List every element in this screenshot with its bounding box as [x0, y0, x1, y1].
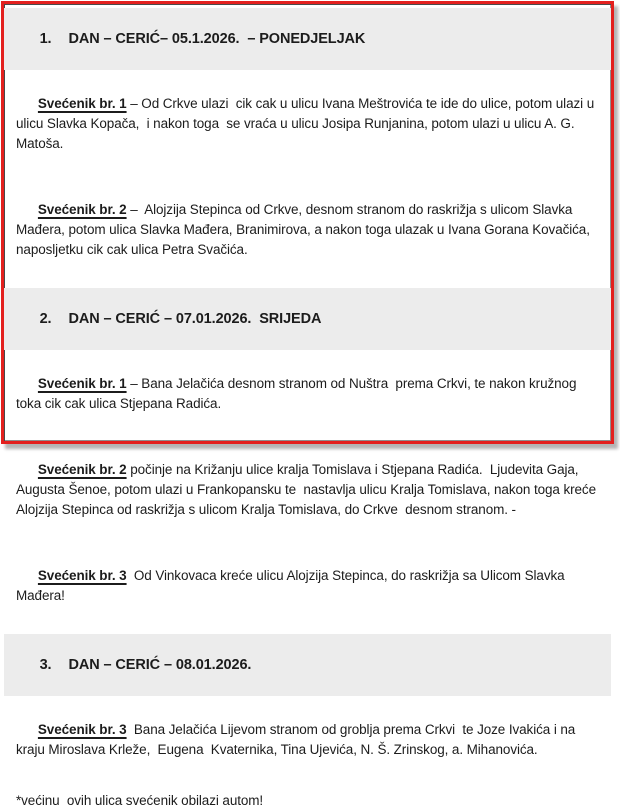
section-2-number: 2.	[39, 311, 52, 327]
priest-2-label: Svećenik br. 2	[37, 202, 127, 217]
document-page	[1, 1, 614, 808]
footnote: *većinu ovih ulica svećenik obilazi autom!	[16, 793, 264, 808]
section-2-paragraph-1	[4, 354, 611, 434]
priest-2-label: Svećenik br. 2	[37, 462, 127, 477]
section-1-number: 1.	[39, 31, 52, 47]
section-3-paragraph-1	[4, 700, 611, 780]
priest-2-route-text: počinje na Križanju ulice kralja Tomislava i Stjepana Radića. Ljudevita Gaja, Augusta Šenoe, potom ulazi u Frankopansku te nastavlja ulicu Kralja Tomislava, nakon toga kreće Alojzija Stepinca od raskrižja s ulicom Kralja Tomislava, do Crkve desnom stranom. -	[16, 462, 599, 517]
section-2-title: DAN – CERIĆ – 07.01.2026. SRIJEDA	[68, 311, 322, 327]
priest-3-label: Svećenik br. 3	[37, 568, 127, 583]
section-1-paragraph-1	[4, 74, 611, 174]
section-1-title: DAN – CERIĆ– 05.1.2026. – PONEDJELJAK	[68, 31, 366, 47]
priest-1-label: Svećenik br. 1	[37, 96, 127, 111]
priest-3-label: Svećenik br. 3	[37, 722, 127, 737]
section-2-paragraph-3	[4, 546, 611, 626]
section-3-number: 3.	[39, 657, 52, 673]
priest-3-route-text: Od Vinkovaca kreće ulicu Alojzija Stepinca, do raskrižja sa Ulicom Slavka Mađera!	[16, 568, 569, 603]
priest-3-route-text: Bana Jelačića Lijevom stranom od groblja prema Crkvi te Joze Ivakića i na kraju Miroslava Krleže, Eugena Kvaternika, Tina Ujevića, N. Š. Zrinskog, a. Mihanovića.	[16, 722, 579, 757]
section-3-heading	[4, 634, 611, 696]
section-3-title: DAN – CERIĆ – 08.01.2026.	[68, 657, 252, 673]
section-2-heading	[4, 288, 611, 350]
section-1-paragraph-2	[4, 180, 611, 280]
section-1-heading	[4, 8, 611, 70]
priest-1-route-text: – Bana Jelačića desnom stranom od Nuštra prema Crkvi, te nakon kružnog toka cik cak ulica Stjepana Radića.	[16, 376, 581, 411]
priest-1-label: Svećenik br. 1	[37, 376, 127, 391]
priest-1-route-text: – Od Crkve ulazi cik cak u ulicu Ivana Meštrovića te ide do ulice, potom ulazi u ulicu Slavka Kopača, i nakon toga se vraća u ulicu Josipa Runjanina, potom ulazi u ulicu A. G. Matoša.	[16, 96, 598, 151]
priest-2-route-text: – Alojzija Stepinca od Crkve, desnom stranom do raskrižja s ulicom Slavka Mađera, potom ulica Slavka Mađera, Branimirova, a nakon toga ulazak u Ivana Gorana Kovačića, naposljetku cik cak ulica Petra Svačića.	[16, 202, 594, 257]
section-2-paragraph-2	[4, 440, 611, 540]
